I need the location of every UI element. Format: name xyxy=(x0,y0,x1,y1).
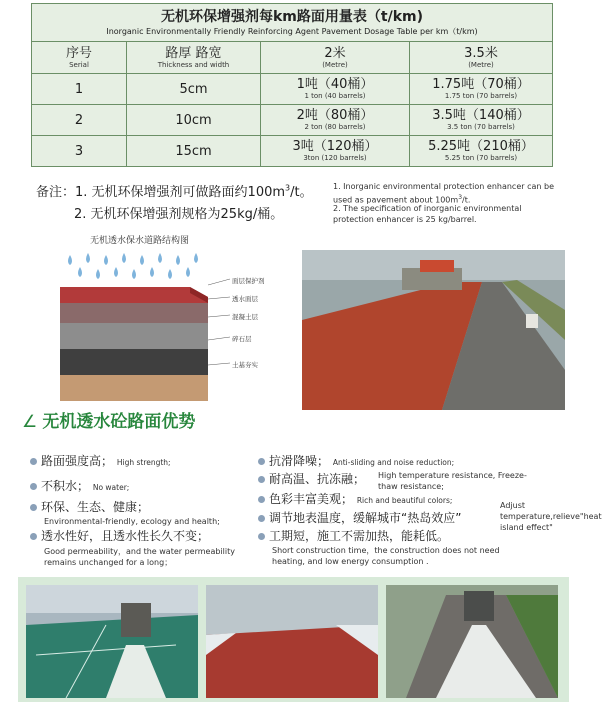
note-2: 2. 无机环保增强剂规格为25kg/桶。 xyxy=(74,207,284,222)
adv-right-4: 调节地表温度，缓解城市“热岛效应” xyxy=(258,511,498,526)
header-serial: 序号 Serial xyxy=(32,42,127,74)
table-subtitle: Inorganic Environmentally Friendly Reinforcing Agent Pavement Dosage Table per km（t/km) xyxy=(106,27,478,36)
adv-left-4-en: Good permeability，and the water permeability remains unchanged for a long； xyxy=(44,547,235,567)
note-en-2: 2. The specification of inorganic environmental protection enhancer is 25 kg/barrel. xyxy=(333,204,522,224)
table-row: 2 10cm 2吨（80桶） 2 ton (80 barrels) 3.5吨（140桶） 3.5 ton (70 barrels) xyxy=(32,105,553,136)
bullet-icon xyxy=(30,533,37,540)
header-2m: 2米 (Metre) xyxy=(261,42,410,74)
adv-right-2: 耐高温、抗冻融； xyxy=(258,472,378,487)
table-title-cell xyxy=(32,4,553,42)
bullet-icon xyxy=(258,533,265,540)
note-en-1: 1. Inorganic environmental protection enhancer can be used as pavement about $100m^3/t$. xyxy=(333,182,554,205)
road-structure-diagram xyxy=(40,245,280,405)
layer-label-2: 透水面层 xyxy=(232,295,258,303)
bullet-icon xyxy=(30,504,37,511)
photo-road-paving xyxy=(386,585,558,698)
bullet-icon xyxy=(258,515,265,522)
table-row: 1 5cm 1吨（40桶） 1 ton (40 barrels) 1.75吨（70桶） 1.75 ton (70 barrels) xyxy=(32,74,553,105)
road-construction-photo xyxy=(302,250,565,410)
advantages-heading xyxy=(22,407,195,432)
adv-right-5-en: Short construction time，the construction does not need heating, and low energy consumption . xyxy=(272,546,500,566)
table-row: 3 15cm 3吨（120桶） 3ton (120 barrels) 5.25吨（210桶） 5.25 ton (70 barrels) xyxy=(32,136,553,167)
water-drops-icon xyxy=(68,253,198,279)
bullet-icon xyxy=(258,476,265,483)
adv-left-3-en: Environmental-friendly, ecology and health; xyxy=(44,517,220,526)
adv-right-3: 色彩丰富美观； Rich and beautiful colors; xyxy=(258,492,558,508)
diagram-title: 无机透水保水道路结构图 xyxy=(90,236,190,246)
photo-basketball-court xyxy=(26,585,198,698)
table-title: 无机环保增强剂每km路面用量表（t/km) xyxy=(160,9,423,25)
adv-left-3: 环保、生态、健康； xyxy=(30,500,270,515)
adv-left-1: 路面强度高； High strength; xyxy=(30,454,270,470)
adv-right-5: 工期短，施工不需加热，能耗低。 xyxy=(258,529,498,544)
layer-label-5: 土基夯实 xyxy=(232,361,258,369)
note-1: 备注：1. 无机环保增强剂可做路面约$100m^3/t$。 xyxy=(36,183,313,200)
adv-right-4-en: Adjust temperature,relieve"heat island effect" xyxy=(500,501,602,532)
bullet-icon xyxy=(258,496,265,503)
layer-label-4: 碎石层 xyxy=(232,335,252,343)
bullet-icon xyxy=(258,458,265,465)
adv-right-1: 抗滑降噪； Anti-sliding and noise reduction; xyxy=(258,454,558,470)
adv-left-2: 不积水； No water; xyxy=(30,479,270,495)
layer-label-1: 面层保护剂 xyxy=(232,277,265,285)
header-thickness: 路厚 路宽 Thickness and width xyxy=(127,42,261,74)
layer-label-3: 混凝土层 xyxy=(232,313,258,321)
heading-marker-icon: ∠ xyxy=(22,412,38,432)
dosage-table xyxy=(31,3,553,167)
photo-red-road xyxy=(206,585,378,698)
adv-right-2-en: High temperature resistance, Freeze-thaw resistance; xyxy=(378,471,527,491)
adv-left-4: 透水性好，且透水性长久不变； xyxy=(30,529,270,544)
bullet-icon xyxy=(30,483,37,490)
bullet-icon xyxy=(30,458,37,465)
advantages-title: 无机透水砼路面优势 xyxy=(42,412,196,432)
header-3-5m: 3.5米 (Metre) xyxy=(410,42,553,74)
